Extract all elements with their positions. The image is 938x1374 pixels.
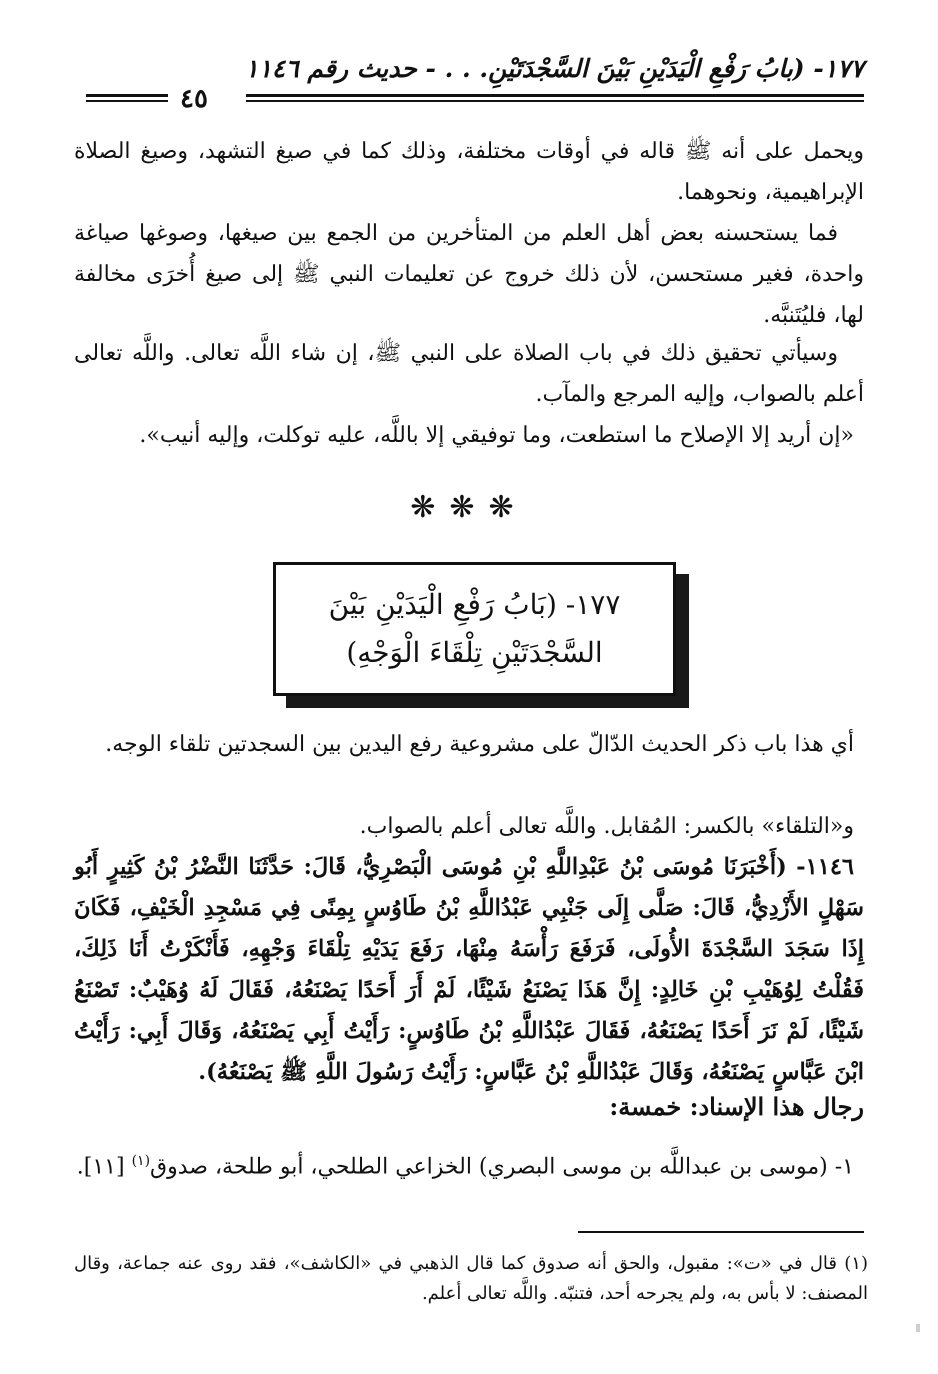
word-explanation: و«التلقاء» بالكسر: المُقابل. واللَّه تعالى أعلم بالصواب. — [359, 814, 854, 839]
quran-quote: «إن أريد إلا الإصلاح ما استطعت، وما توفيقي إلا باللَّه، عليه توكلت، وإليه أنيب». — [139, 423, 854, 448]
narrators-heading: رجال هذا الإسناد: خمسة: — [609, 1092, 864, 1121]
footnote-1: (١) قال في «ت»: مقبول، والحق أنه صدوق كما قال الذهبي في «الكاشف»، فقد روى عنه جماعة، وقال المصنف: لا بأس به، ولم يجرحه أحد، فتنبّه. واللَّه تعالى أعلم. — [74, 1253, 868, 1304]
footnote-separator — [578, 1231, 864, 1233]
narrator-1-text: ١- (موسى بن عبداللَّه بن موسى البصري) الخزاعي الطلحي، أبو طلحة، صدوق — [150, 1154, 854, 1180]
scan-mark — [916, 1324, 920, 1332]
chapter-title-box — [273, 562, 676, 696]
header-rule-left-secondary — [86, 100, 168, 102]
header-rule-left — [86, 94, 168, 97]
header-rule — [246, 94, 864, 97]
paragraph-2: فما يستحسنه بعض أهل العلم من المتأخرين من الجمع بين صيغها، وصوغها صياغة واحدة، فغير مستحسن، لأن ذلك خروج عن تعليمات النبي ﷺ إلى صيغ أُخرَى مخالفة لها، فليُتَنبَّه. — [74, 221, 864, 328]
chapter-title-line-2: السَّجْدَتَيْنِ تِلْقَاءَ الْوَجْهِ) — [346, 636, 603, 669]
running-header-title: ١٧٧- (بابُ رَفْعِ الْيَدَيْنِ بَيْنَ السَّجْدَتَيْنِ. . . - حديث رقم ١١٤٦ — [244, 54, 864, 83]
section-separator: ❋❋❋ — [410, 490, 528, 525]
footnote-reference[interactable]: (١) — [131, 1153, 151, 1169]
paragraph-1: ويحمل على أنه ﷺ قاله في أوقات مختلفة، وذلك كما في صيغ التشهد، وصيغ الصلاة الإبراهيمية، ونحوهما. — [74, 139, 864, 205]
hadith-text: ١١٤٦- (أَخْبَرَنَا مُوسَى بْنُ عَبْدِاللَّهِ بْنِ مُوسَى الْبَصْرِيُّ، قَالَ: حَدَّثَنَا النَّضْرُ بْنُ كَثِيرٍ أَبُو سَهْلٍ الأَزْدِيُّ، قَالَ: صَلَّى إِلَى جَنْبِي عَبْدُاللَّهِ بْنُ طَاوُسٍ بِمِنًى فِي مَسْجِدِ الْخَيْفِ، فَكَانَ إِذَا سَجَدَ السَّجْدَةَ الأُولَى، فَرَفَعَ رَأْسَهُ مِنْهَا، رَفَعَ يَدَيْهِ تِلْقَاءَ وَجْهِهِ، فَأَنْكَرْتُ أَنَا ذَلِكَ، فَقُلْتُ لِوُهَيْبِ بْنِ خَالِدٍ: إِنَّ هَذَا يَصْنَعُ شَيْئًا، لَمْ أَرَ أَحَدًا يَصْنَعُهُ، فَقَالَ لَهُ وُهَيْبٌ: تَصْنَعُ شَيْئًا، لَمْ نَرَ أَحَدًا يَصْنَعُهُ، فَقَالَ عَبْدُاللَّهِ بْنُ طَاوُسٍ: رَأَيْتُ أَبِي يَصْنَعُهُ، وَقَالَ أَبِي: رَأَيْتُ ابْنَ عَبَّاسٍ يَصْنَعُهُ، وَقَالَ عَبْدُاللَّهِ بْنُ عَبَّاسٍ: رَأَيْتُ رَسُولَ اللَّهِ ﷺ يَصْنَعُهُ). — [74, 854, 864, 1085]
chapter-title-line-1: ١٧٧- (بَابُ رَفْعِ الْيَدَيْنِ بَيْنَ — [328, 588, 621, 621]
narrator-1-tail: [١١]. — [76, 1154, 132, 1180]
header-rule-secondary — [246, 100, 864, 102]
page-number: ٤٥ — [180, 84, 208, 114]
narrator-entry-1 — [74, 1141, 864, 1187]
chapter-explanation: أي هذا باب ذكر الحديث الدّالّ على مشروعية رفع اليدين بين السجدتين تلقاء الوجه. — [105, 732, 854, 757]
paragraph-3: وسيأتي تحقيق ذلك في باب الصلاة على النبي ﷺ، إن شاء اللَّه تعالى. واللَّه تعالى أعلم بالصواب، وإليه المرجع والمآب. — [74, 341, 864, 407]
